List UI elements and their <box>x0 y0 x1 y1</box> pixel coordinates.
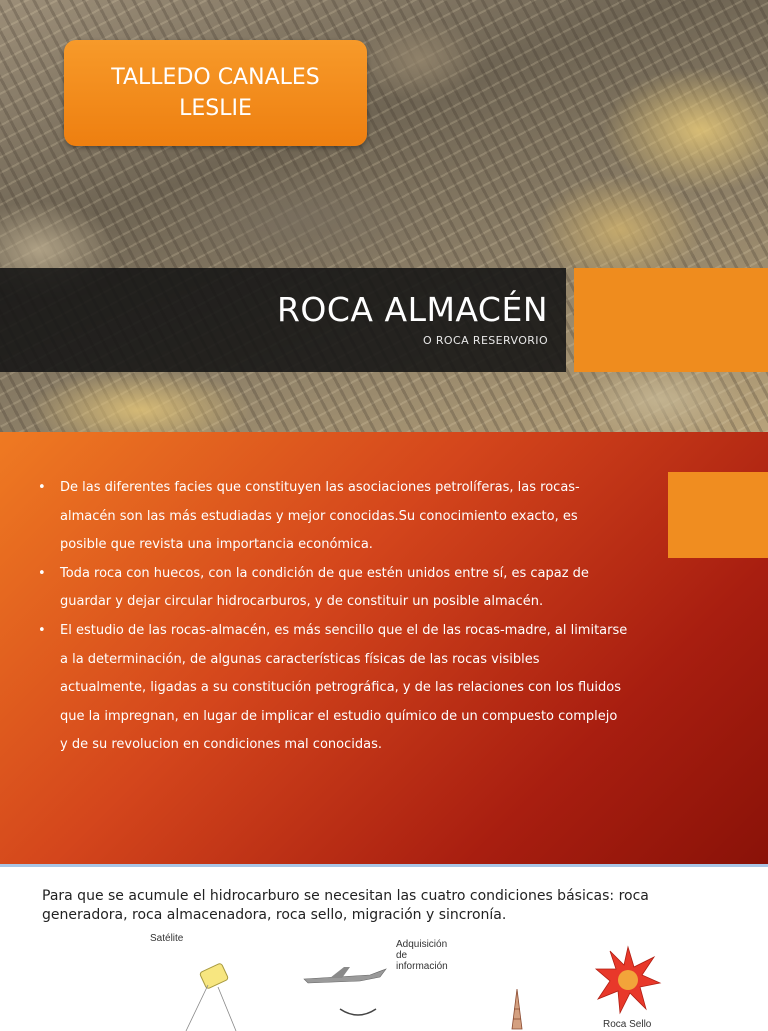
slide-subtitle-text: O ROCA RESERVORIO <box>422 334 548 347</box>
bullet-text: Toda roca con huecos, con la condición de que estén unidos entre sí, es capaz de guardar y dejar circular hidrocarburos, y de constituir un posible almacén. <box>60 565 589 610</box>
orange-accent-block <box>574 268 768 372</box>
signal-arc-icon <box>338 1005 378 1021</box>
bullet-item <box>38 617 628 760</box>
orange-accent-block <box>668 472 768 558</box>
title-band <box>0 268 566 372</box>
satellite-label: Satélite <box>150 933 184 944</box>
bullet-dot-icon: • <box>38 565 46 581</box>
author-line-1: TALLEDO CANALES <box>111 65 320 90</box>
satellite-icon <box>192 961 238 1031</box>
slide-content <box>0 432 768 864</box>
sun-burst-icon <box>596 947 660 1013</box>
bullet-text: El estudio de las rocas-almacén, es más sencillo que el de las rocas-madre, al limitarse a la determinación, de algunas características físicas de las rocas visibles actualmente, ligadas a su constitución petrográfica, y de las relaciones con los fluidos que la impregnan, en lugar de implicar el estudio químico de un compuesto complejo y de su revolucion en condiciones mal conocidas. <box>60 622 628 753</box>
airplane-icon <box>300 961 390 991</box>
bullet-dot-icon: • <box>38 480 46 495</box>
author-line-2: LESLIE <box>179 96 252 121</box>
slide-diagram <box>0 864 768 1030</box>
slide-title-text: ROCA ALMACÉN <box>276 290 548 329</box>
author-box <box>64 40 367 146</box>
slide-title <box>0 0 768 432</box>
bullet-text: De las diferentes facies que constituyen las asociaciones petrolíferas, las rocas-almacén son las más estudiadas y mejor conocidas.Su conocimiento exacto, es posible que revista una importancia económica. <box>60 480 580 553</box>
bullet-dot-icon: • <box>38 622 46 638</box>
bullet-item <box>38 560 628 617</box>
info-acquisition-label: Adquisición de información <box>396 939 448 972</box>
bullet-item <box>38 474 628 560</box>
drilling-rig-icon <box>506 989 528 1029</box>
diagram-intro-text: Para que se acumule el hidrocarburo se necesitan las cuatro condiciones básicas: roca generadora, roca almacenadora, roca sello, migración y sincronía. <box>42 888 649 923</box>
seal-rock-label: Roca Sello <box>603 1019 652 1030</box>
bullet-list <box>38 474 628 760</box>
